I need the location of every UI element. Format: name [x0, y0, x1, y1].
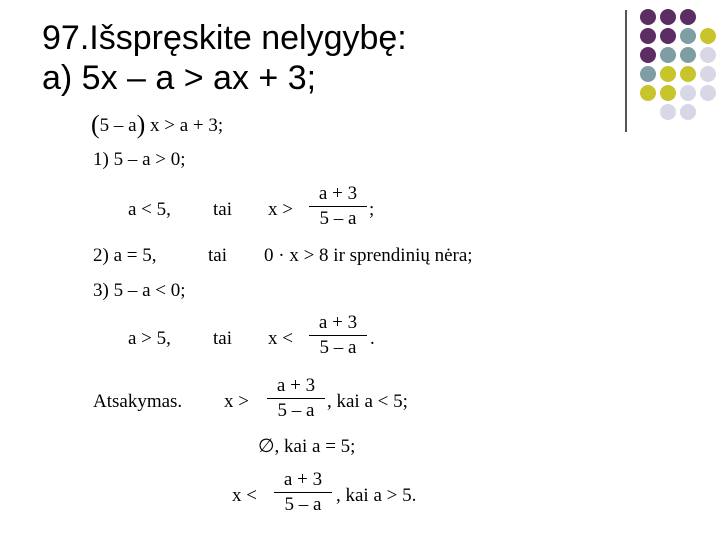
- paren-open: (: [91, 110, 100, 139]
- answer-kai-1: , kai a < 5;: [327, 391, 408, 412]
- fraction-denominator: 5 – a: [284, 494, 322, 515]
- dot: [680, 9, 696, 25]
- answer-x-greater: x >: [224, 391, 249, 412]
- dot: [680, 104, 696, 120]
- answer-x-less: x <: [232, 485, 257, 506]
- answer-empty-set: ∅, kai a = 5;: [258, 436, 356, 457]
- slide-title: [42, 18, 407, 98]
- case-3-x: x <: [268, 328, 293, 349]
- fraction-bar: [274, 492, 332, 493]
- case-2-tai: tai: [208, 245, 227, 266]
- dot: [680, 66, 696, 82]
- paren-close: ): [136, 110, 146, 139]
- fraction-bar: [309, 335, 367, 336]
- fraction-denominator: 5 – a: [277, 400, 315, 421]
- dot: [660, 28, 676, 44]
- case-1-condition: 1) 5 – a > 0;: [93, 149, 186, 170]
- fraction-numerator: a + 3: [283, 469, 323, 490]
- case-1-x: x >: [268, 199, 293, 220]
- dot: [700, 47, 716, 63]
- fraction-numerator: a + 3: [318, 183, 358, 204]
- case-3-tai: tai: [213, 328, 232, 349]
- case-3-end: .: [370, 328, 375, 349]
- case-2-result: 0 · x > 8 ir sprendinių nėra;: [264, 245, 473, 266]
- fraction-denominator: 5 – a: [319, 208, 357, 229]
- dot: [680, 85, 696, 101]
- math-expr: x > a + 3;: [150, 115, 224, 136]
- dot: [700, 85, 716, 101]
- dot: [640, 66, 656, 82]
- case-3-condition: 3) 5 – a < 0;: [93, 280, 186, 301]
- answer-kai-3: , kai a > 5.: [336, 485, 417, 506]
- dot: [680, 47, 696, 63]
- dot: [660, 104, 676, 120]
- divider-line: [625, 10, 627, 132]
- dot: [700, 66, 716, 82]
- fraction: [309, 183, 367, 230]
- decorative-dot-grid: [637, 9, 720, 117]
- dot: [660, 47, 676, 63]
- fraction-denominator: 5 – a: [319, 337, 357, 358]
- fraction: [267, 375, 325, 422]
- dot: [660, 66, 676, 82]
- case-1-end: ;: [369, 199, 375, 220]
- case-1-a: a < 5,: [128, 199, 171, 220]
- title-line-1: 97.Išspręskite nelygybę:: [42, 19, 407, 57]
- math-expr: 5 – a: [99, 115, 137, 136]
- fraction-bar: [309, 206, 367, 207]
- case-2-a: 2) a = 5,: [93, 245, 157, 266]
- dot: [700, 28, 716, 44]
- fraction: [274, 469, 332, 516]
- answer-label: Atsakymas.: [93, 391, 183, 412]
- case-3-a: a > 5,: [128, 328, 171, 349]
- fraction-bar: [267, 398, 325, 399]
- dot: [640, 47, 656, 63]
- fraction: [309, 312, 367, 359]
- math-line-factored: [91, 112, 223, 137]
- title-line-2: a) 5x – a > ax + 3;: [42, 59, 317, 97]
- case-1-tai: tai: [213, 199, 232, 220]
- dot: [680, 28, 696, 44]
- dot: [640, 9, 656, 25]
- dot: [660, 9, 676, 25]
- dot: [640, 28, 656, 44]
- fraction-numerator: a + 3: [276, 375, 316, 396]
- dot: [640, 85, 656, 101]
- dot: [660, 85, 676, 101]
- fraction-numerator: a + 3: [318, 312, 358, 333]
